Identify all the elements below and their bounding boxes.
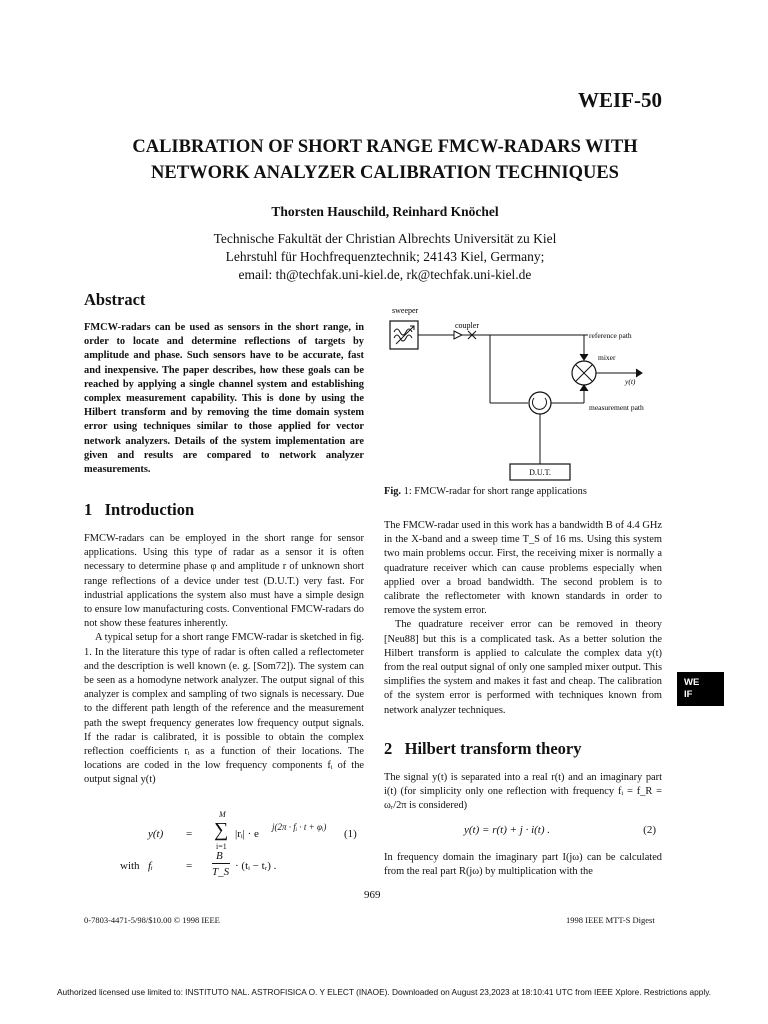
mixer-cross (576, 365, 592, 381)
footer-digest: 1998 IEEE MTT-S Digest (566, 915, 655, 925)
title-line-1: CALIBRATION OF SHORT RANGE FMCW-RADARS WITH (132, 137, 638, 157)
paper-id: WEIF-50 (578, 88, 662, 112)
eq2-number: (2) (643, 824, 656, 836)
col2-paragraph-1: The FMCW-radar used in this work has a bandwidth B of 4.4 GHz in the X-band and a sweep time T_S of 16 ms. Using this system two main problems occur. First, the receiving mixer is normally a quadrature receiver which can cause problems especially when applied over a broad bandwidth. The second problem is to calibrate the reflectometer with known standards in order to remove the system error. (384, 520, 662, 617)
side-tab-line-1: WE (684, 677, 700, 688)
eq1-rhs: |rᵢ| · e (235, 828, 259, 840)
circulator-arrow (533, 398, 547, 409)
intro-paragraph-1: FMCW-radars can be employed in the short range for sensor applications. Using this type of radar as a sensor it is often necessary to determine phase φ and amplitude r of unknown short range reflections of a device under test (D.U.T.) very fast. For industrial applications the system also must have a simple design to ensure low manufacturing costs. Conventional FMCW-radars do not show these features inherently. (84, 533, 364, 630)
eq1-sum-sign: ∑ (214, 819, 229, 841)
column-2-text (384, 519, 662, 718)
fig-label-coupler: coupler (455, 321, 479, 330)
eq1-equals-2: = (186, 860, 193, 872)
equation-1 (108, 810, 368, 880)
eq1-rhs-2: · (tᵢ − tᵣ) . (235, 860, 277, 872)
arrow-meas-into-mixer (580, 385, 588, 391)
paper-title (80, 134, 690, 186)
col2-paragraph-2: The quadrature receiver error can be removed in theory [Neu88] but this is a complicated task. As a better solution the Hilbert transform is applied to calculate the complex data y(t) from the real output signal of only one sampled mixer output. This simplifies the system and makes it fast and cheap. The calibration of the system error is performed with techniques known from network analyzer techniques. (384, 619, 662, 716)
fig-label-mixer: mixer (598, 353, 616, 362)
footer-copyright: 0-7803-4471-5/98/$10.00 © 1998 IEEE (84, 915, 220, 925)
eq1-sum-lower: i=1 (216, 842, 227, 851)
eq1-frac-den: T_S (212, 866, 230, 878)
fig-label-sweeper: sweeper (392, 306, 419, 315)
eq1-lhs: y(t) (148, 828, 164, 840)
eq1-frac-num: B (216, 850, 223, 862)
abstract-heading: Abstract (84, 290, 146, 309)
arrow-output (636, 369, 642, 377)
section-tab-weif (677, 672, 724, 706)
eq1-sum-upper: M (219, 810, 226, 819)
intro-paragraph-2: A typical setup for a short range FMCW-radar is sketched in fig. 1. In the literature this type of radar is often called a reflectometer and the description is well known (e. g. [Som72]). The system can be seen as a homodyne network analyzer. The output signal of this analyzer is complex and sampling of two signals is necessary. Due to the different path length of the reference and the measurement path the swept frequency generates low frequency output signals. If the radar is calibrated, it is possible to obtain the complex reflection coefficients rᵢ as a function of their locations. The locations are coded in the low frequency components fᵢ of the output signal y(t) (84, 632, 364, 786)
title-line-2: NETWORK ANALYZER CALIBRATION TECHNIQUES (151, 163, 619, 183)
eq2-body: y(t) = r(t) + j · i(t) . (464, 824, 551, 836)
affiliation-line-2: Lehrstuhl für Hochfrequenztechnik; 24143 Kiel, Germany; (225, 249, 545, 264)
fig-label-output: y(t) (625, 377, 636, 386)
hilbert-paragraph-2: In frequency domain the imaginary part I(jω) can be calculated from the real part R(jω) by multiplication with the (384, 852, 662, 878)
coupler-symbol (462, 331, 480, 339)
page-number: 969 (364, 889, 381, 901)
authors: Thorsten Hauschild, Reinhard Knöchel (271, 204, 499, 219)
hilbert-heading: 2 Hilbert transform theory (384, 739, 582, 758)
eq1-frac-bar (212, 863, 230, 864)
hilbert-paragraph-1: The signal y(t) is separated into a real r(t) and an imaginary part i(t) (for simplicity only one reflection with frequency fᵢ = f_R = ωᵣ/2π is considered) (384, 772, 662, 812)
eq1-fi: fᵢ (148, 860, 153, 872)
introduction-text (84, 532, 364, 788)
fig-label-dut: D.U.T. (529, 468, 551, 477)
figure-1-caption: Fig. 1: FMCW-radar for short range applications (384, 486, 587, 497)
affiliation (80, 230, 690, 284)
side-tab-line-2: IF (684, 689, 693, 700)
eq1-equals: = (186, 828, 193, 840)
eq1-with: with (120, 860, 140, 872)
eq1-exponent: j(2π · fᵢ · t + φᵢ) (272, 822, 327, 832)
license-notice: Authorized licensed use limited to: INSTITUTO NAL. ASTROFISICA O. Y ELECT (INAOE). Downloaded on August 23,2023 at 18:10:41 UTC from IEEE Xplore. Restrictions apply. (56, 987, 712, 997)
abstract-text: FMCW-radars can be used as sensors in the short range, in order to locate and determine reflections of targets by amplitude and phase. Such sensors have to be accurate, fast and inexpensive. The paper describes, how these goals can be reached by applying a single channel system and establishing complex measurement capability. This is done by using the Hilbert transform and by removing the time domain system error using techniques similar to those applied for vector network analyzers. Details of the system implementation are given and results are compared to network analyzer measurements. (84, 322, 364, 476)
sweeper-icon (394, 326, 414, 344)
eq1-number: (1) (344, 828, 357, 840)
arrow-into-mixer (580, 354, 588, 360)
coupler-left-arrow (454, 331, 462, 339)
affiliation-line-1: Technische Fakultät der Christian Albrechts Universität zu Kiel (213, 231, 557, 246)
figure-1-block-diagram (380, 302, 680, 484)
fig-label-reference-path: reference path (589, 331, 632, 340)
affiliation-email: email: th@techfak.uni-kiel.de, rk@techfak.uni-kiel.de (238, 267, 532, 282)
fig-label-measurement-path: measurement path (589, 403, 644, 412)
introduction-heading: 1 Introduction (84, 500, 195, 519)
